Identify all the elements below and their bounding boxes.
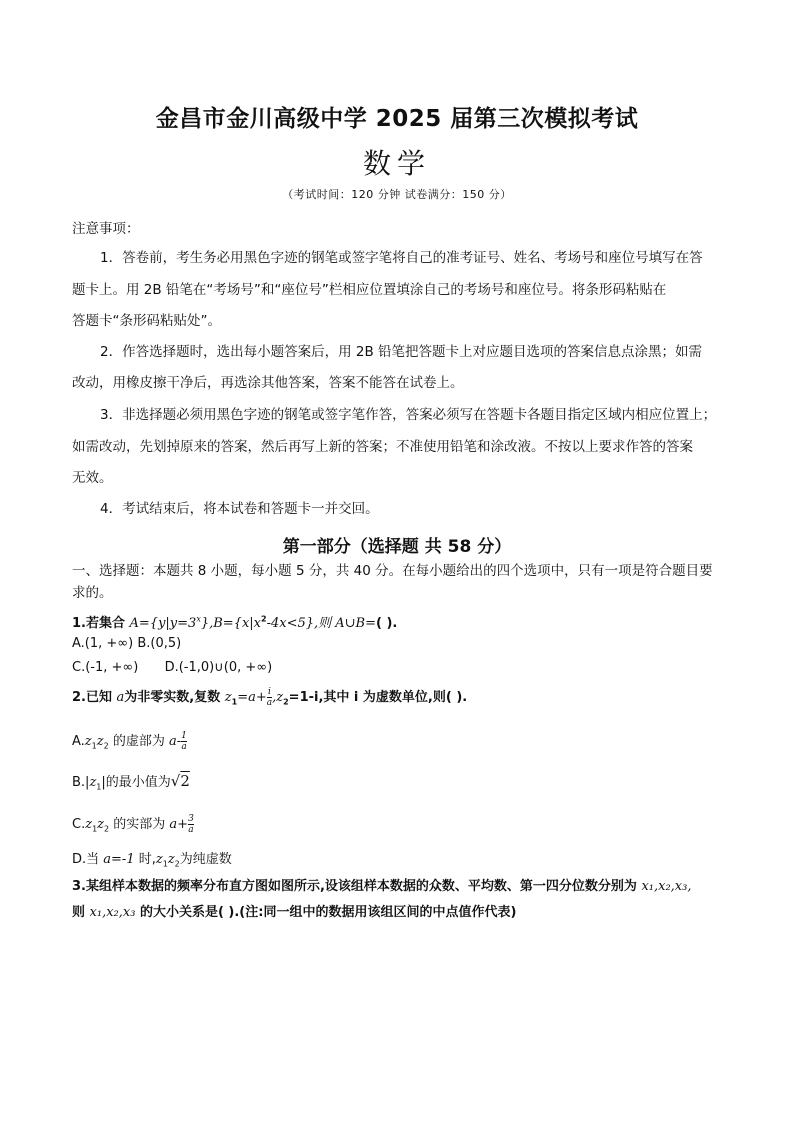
note-line: 4．考试结束后，将本试卷和答题卡一并交回。 [100,501,379,517]
q2-prefix: 2.已知 [72,690,117,705]
q3-text: 3.某组样本数据的频率分布直方图如图所示,设该组样本数据的众数、平均数、第一四分位数分别为 [72,879,642,894]
q1-set-a-exp: x [196,614,201,624]
note-line: 题卡上。用 2B 铅笔在“考场号”和“座位号”栏相应位置填涂自己的考场号和座位号。将条形码粘贴在 [72,282,667,298]
exam-title: 金昌市金川高级中学 2025 届第三次模拟考试 [155,106,639,132]
q2-option-b: $B.|z_1|$的最小值为√2 [72,772,190,792]
note-line: 改动，用橡皮擦干净后，再选涂其他答案，答案不能答在试卷上。 [72,375,464,391]
q1-union: A∪B= [335,616,377,631]
q1-set-b: },B={x|x [200,616,261,631]
q1-set-b-exp: 2 [261,614,267,624]
q1-set-b-post: -4x<5},则 [266,616,336,631]
note-line: 如需改动，先划掉原来的答案，然后再写上新的答案；不准使用铅笔和涂改液。不按以上要求作答的答案 [72,439,693,455]
q1-option-a: A.(1, +∞) [72,636,134,651]
note-line: 1．答卷前，考生务必用黑色字迹的钢笔或签字笔将自己的准考证号、姓名、考场号和座位号填写在答 [100,250,703,266]
question-3-line2: 则 x₁,x₂,x₃ 的大小关系是( ).(注:同一组中的数据用该组区间的中点值作代表) [72,905,517,920]
section-instructions: 一、选择题：本题共 8 小题，每小题 5 分，共 40 分。在每小题给出的四个选项中，只有一项是符合题目要 [72,563,713,579]
q1-option-b: B.(0,5) [137,636,182,651]
q1-blank: ( ). [376,616,398,631]
note-line: 2．作答选择题时，选出每小题答案后，用 2B 铅笔把答题卡上对应题目选项的答案信息点涂黑；如需 [100,344,703,360]
question-1-stem [72,612,397,631]
q1-prefix: 1.若集合 [72,616,130,631]
q1-set-a: A={y|y=3 [129,616,197,631]
question-1-options-row1 [72,636,181,651]
q2-z2: ,z [272,690,284,705]
question-3-line1 [72,875,691,894]
question-2-stem: 2.已知 a为非零实数,复数 $z_1=a+$ $\frac{i}{a}$ $,z_2=1-i$,其中 i 为虚数单位,则( ). [72,687,468,708]
note-line: 答题卡“条形码粘贴处”。 [72,313,221,329]
q2-z1-def: =a+ [237,690,267,705]
note-line: 3．非选择题必须用黑色字迹的钢笔或签字笔作答，答案必须写在答题卡各题目指定区域内相应位置上； [100,407,717,423]
q2-mid: 为非零实数,复数 [124,690,225,705]
section-title: 第一部分（选择题 共 58 分） [282,537,512,557]
note-line: 无效。 [72,470,113,486]
q1-option-d: D.(-1,0)∪(0, +∞) [164,660,273,675]
q2-option-a: $A.z_1z_2$ 的虚部为 a- $\frac{1}{a}$ [72,731,187,752]
q2-fraction: $\frac{i}{a}$ [266,687,273,708]
section-instructions: 求的。 [72,585,113,601]
q3-vars: x₁,x₂,x₃, [641,879,692,894]
q2-option-c: $C.z_1z_2$ 的实部为 a+ $\frac{3}{a}$ [72,814,194,835]
subject-title: 数学 [362,147,431,180]
question-1-options-row2 [72,660,272,675]
q2-var-a: a [116,690,125,705]
q1-option-c: C.(-1, +∞) [72,660,139,675]
notes-heading: 注意事项： [72,221,140,237]
q2-z1: z [224,690,232,705]
q2-rest: =1-i,其中 i 为虚数单位,则( ). [288,690,468,705]
exam-info: （考试时间：120 分钟 试卷满分：150 分） [282,188,512,201]
q2-option-d: D.当 a=-1 时$,z_1z_2$为纯虚数 [72,852,232,869]
